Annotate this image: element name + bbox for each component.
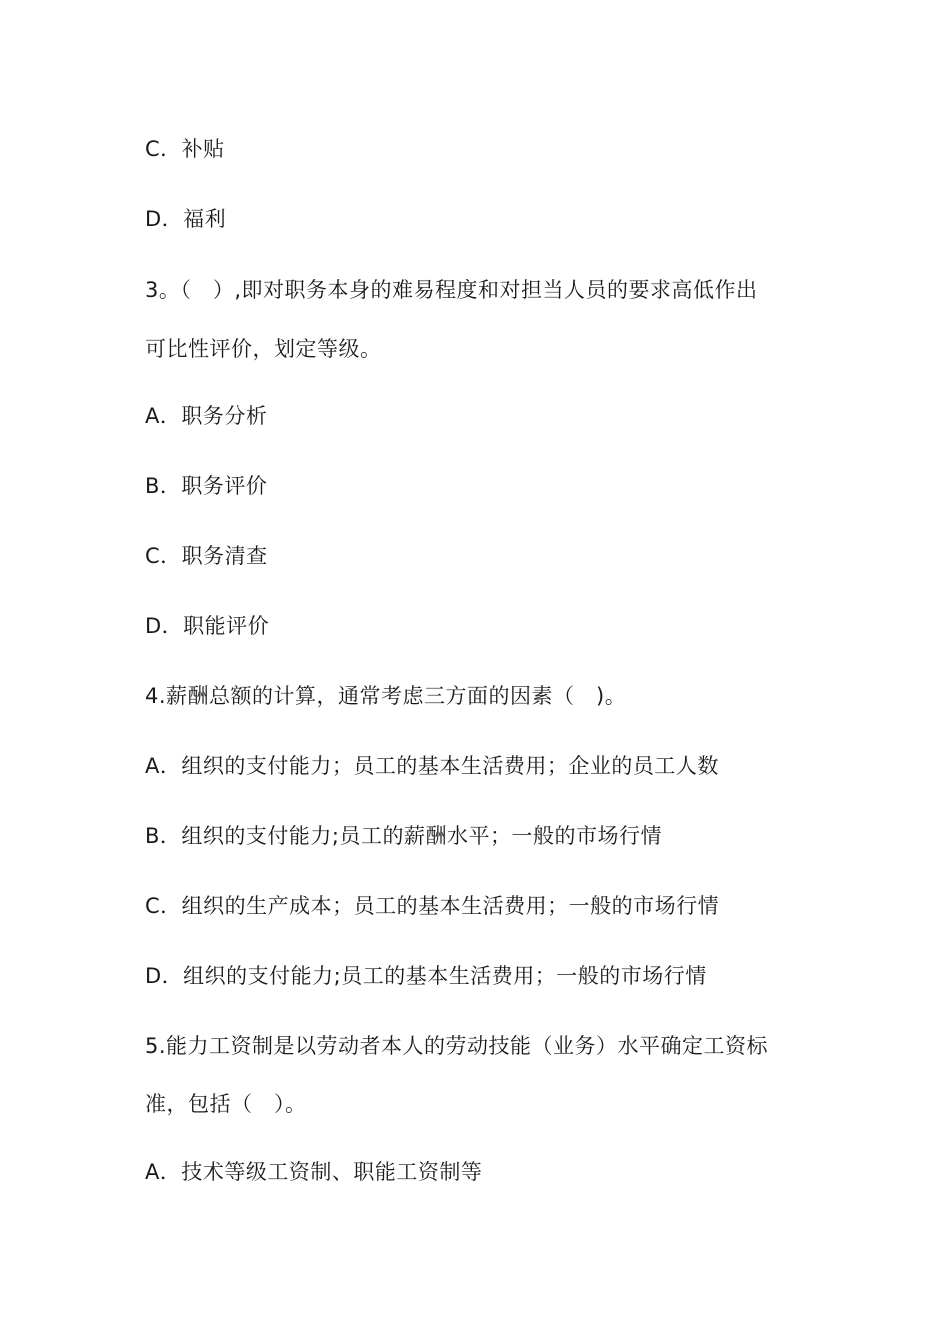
question-5-line-2: 准，包括（ ）。 (145, 1092, 307, 1116)
q3-option-a: A．职务分析 (145, 404, 268, 428)
q4-option-a: A．组织的支付能力；员工的基本生活费用；企业的员工人数 (145, 754, 719, 778)
question-3-line-1: 3。（ ）,即对职务本身的难易程度和对担当人员的要求高低作出 (145, 278, 758, 302)
question-3-line-2: 可比性评价，划定等级。 (145, 337, 382, 361)
q5-option-a: A．技术等级工资制、职能工资制等 (145, 1160, 483, 1184)
q3-option-c: C．职务清查 (145, 544, 268, 568)
q3-option-b: B．职务评价 (145, 474, 268, 498)
option-d-welfare: D．福利 (145, 207, 227, 231)
q4-option-b: B．组织的支付能力;员工的薪酬水平；一般的市场行情 (145, 824, 662, 848)
q4-option-d: D．组织的支付能力;员工的基本生活费用；一般的市场行情 (145, 964, 707, 988)
option-c-subsidy: C．补贴 (145, 137, 225, 161)
q4-option-c: C．组织的生产成本；员工的基本生活费用；一般的市场行情 (145, 894, 720, 918)
question-5-line-1: 5.能力工资制是以劳动者本人的劳动技能（业务）水平确定工资标 (145, 1034, 769, 1058)
q3-option-d: D．职能评价 (145, 614, 270, 638)
question-4: 4.薪酬总额的计算，通常考虑三方面的因素（ )。 (145, 684, 627, 708)
